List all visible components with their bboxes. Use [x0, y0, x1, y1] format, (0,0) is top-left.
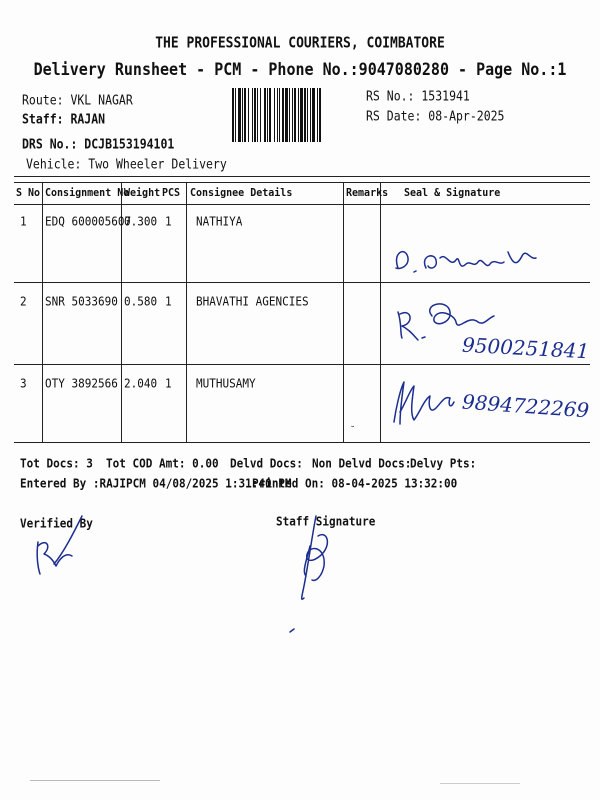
- signature-mark: [386, 372, 466, 432]
- col-header-pcs: PCS: [162, 187, 181, 200]
- col-header-consignee: Consignee Details: [190, 187, 293, 200]
- verified-by-label: Verified By: [20, 516, 93, 531]
- row-sno: 3: [20, 376, 27, 391]
- header-bottom-border: [14, 204, 590, 205]
- printed-on: Printed On: 08-04-2025 13:32:00: [252, 476, 458, 491]
- column-divider: [186, 182, 187, 442]
- barcode-gap: [321, 88, 322, 142]
- handwritten-phone: 9894722269: [461, 389, 590, 423]
- table-top-border-inner: [14, 182, 590, 183]
- barcode: [232, 88, 356, 142]
- column-divider: [343, 182, 344, 442]
- row-consignment: EDQ 600005607: [45, 214, 132, 229]
- row-sno: 2: [20, 294, 27, 309]
- drs-number: DRS No.: DCJB153194101: [22, 136, 175, 153]
- col-header-sno: S No: [16, 187, 41, 200]
- signature-mark: [390, 238, 540, 284]
- col-header-weight: Weight: [124, 187, 161, 200]
- table-bottom-border: [14, 442, 590, 443]
- verifier-signature: [24, 512, 100, 582]
- staff-signature: [282, 506, 352, 646]
- column-divider: [380, 182, 381, 442]
- row-consignment: OTY 3892566: [45, 376, 118, 391]
- row-consignee: NATHIYA: [196, 214, 243, 229]
- table-top-border: [14, 176, 590, 177]
- row-consignee: MUTHUSAMY: [196, 376, 256, 391]
- row-pcs: 1: [165, 376, 172, 391]
- column-divider: [42, 182, 43, 442]
- rs-date: RS Date: 08-Apr-2025: [366, 108, 505, 125]
- row-sno: 1: [20, 214, 27, 229]
- col-header-consignment: Consignment No: [45, 187, 130, 200]
- vehicle-label: Vehicle: Two Wheeler Delivery: [26, 156, 227, 173]
- rs-number: RS No.: 1531941: [366, 88, 470, 105]
- ink-mark: ˘: [350, 426, 356, 436]
- entered-by: Entered By :RAJIPCM 04/08/2025 1:31:40 PM: [20, 476, 292, 491]
- row-consignment: SNR 5033690: [45, 294, 118, 309]
- row-weight: 0.300: [124, 214, 158, 229]
- delivery-points: Delvy Pts:: [410, 456, 477, 471]
- scan-mark: [30, 780, 160, 781]
- staff-signature-label: Staff Signature: [276, 514, 376, 529]
- staff-label: Staff: RAJAN: [22, 111, 106, 128]
- company-title: THE PROFESSIONAL COURIERS, COIMBATORE: [155, 34, 445, 53]
- total-cod-amount: Tot COD Amt: 0.00: [106, 456, 219, 471]
- runsheet-subtitle: Delivery Runsheet - PCM - Phone No.:9047080280 - Page No.:1: [33, 58, 567, 80]
- delivered-docs: Delvd Docs:: [230, 456, 303, 471]
- row-weight: 0.580: [124, 294, 158, 309]
- row-divider: [14, 364, 590, 365]
- scan-mark: [440, 783, 520, 784]
- total-docs: Tot Docs: 3: [20, 456, 93, 471]
- non-delivered-docs: Non Delvd Docs:: [312, 456, 412, 471]
- route-label: Route: VKL NAGAR: [22, 92, 133, 109]
- handwritten-phone: 9500251841: [461, 332, 590, 364]
- row-pcs: 1: [165, 294, 172, 309]
- row-weight: 2.040: [124, 376, 158, 391]
- row-consignee: BHAVATHI AGENCIES: [196, 294, 309, 309]
- col-header-seal-signature: Seal & Signature: [404, 187, 501, 200]
- row-pcs: 1: [165, 214, 172, 229]
- col-header-remarks: Remarks: [346, 187, 389, 200]
